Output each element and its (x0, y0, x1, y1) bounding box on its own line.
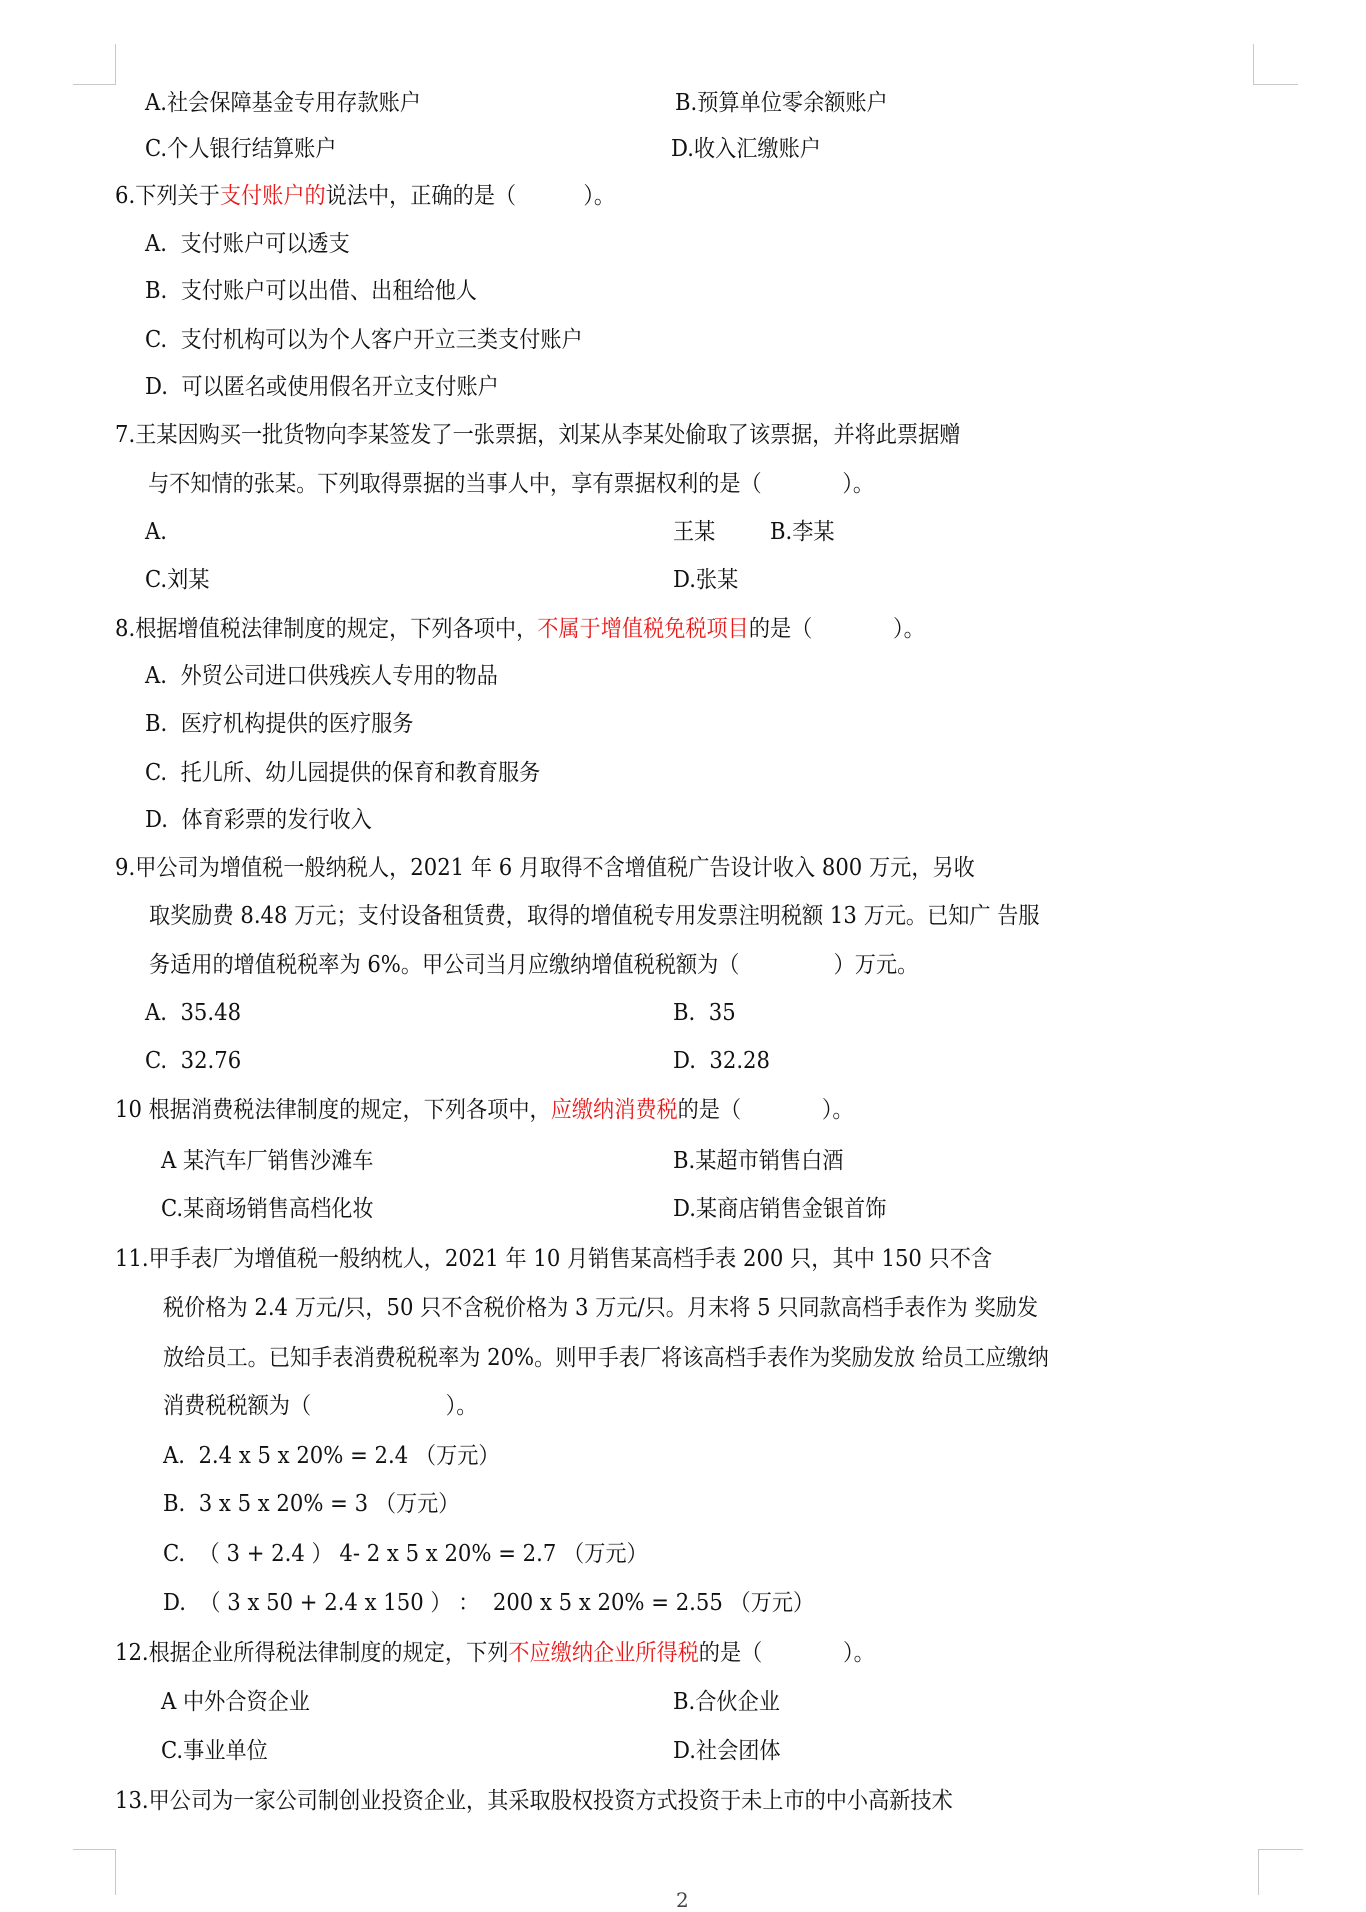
q12-option-c: C.事业单位 (161, 1738, 268, 1764)
q12-stem (115, 1639, 875, 1667)
q7-option-c: C.刘某 (145, 567, 210, 593)
q10-option-d: D.某商店销售金银首饰 (673, 1196, 887, 1222)
q12-option-b: B.合伙企业 (673, 1689, 780, 1715)
q11-option-a: A. 2.4 x 5 x 20% = 2.4 （万元） (163, 1443, 500, 1469)
q11-stem-line3: 放给员工。已知手表消费税税率为 20%。则甲手表厂将该高档手表作为奖励发放 给员工应缴纳 (163, 1345, 1049, 1371)
q5-option-b: B.预算单位零余额账户 (675, 90, 888, 116)
q6-stem-suffix: 说法中，正确的是（ ）。 (325, 183, 616, 209)
q9-stem-line2: 取奖励费 8.48 万元；支付设备租赁费，取得的增值税专用发票注明税额 13 万元。已知广 告服 (149, 903, 1040, 929)
q11-stem-line4: 消费税税额为（ ）。 (163, 1393, 478, 1419)
q7-option-d: D.张某 (673, 567, 739, 593)
q5-option-d: D.收入汇缴账户 (671, 136, 821, 162)
q9-option-b: B. 35 (673, 1000, 736, 1026)
q6-option-b: B. 支付账户可以出借、出租给他人 (145, 278, 477, 304)
q6-stem-highlight: 支付账户的 (219, 183, 326, 209)
corner-mark-top-left (73, 44, 116, 85)
q10-stem-highlight: 应缴纳消费税 (550, 1097, 678, 1123)
q8-option-b: B. 医疗机构提供的医疗服务 (145, 711, 414, 737)
q10-option-b: B.某超市销售白酒 (673, 1148, 844, 1174)
q8-stem-highlight: 不属于增值税免税项目 (537, 616, 749, 642)
q7-stem-line1: 7.王某因购买一批货物向李某签发了一张票据，刘某从李某处偷取了该票据，并将此票据赠 (115, 422, 961, 448)
q9-option-a: A. 35.48 (145, 1000, 242, 1026)
q9-option-d: D. 32.28 (673, 1048, 770, 1074)
page-number: 2 (676, 1888, 689, 1912)
q12-option-d: D.社会团体 (673, 1738, 781, 1764)
q11-option-b: B. 3 x 5 x 20% = 3 （万元） (163, 1491, 460, 1517)
q11-option-d: D. （ 3 x 50 + 2.4 x 150 ） ： 200 x 5 x 20% = 2.55 （万元） (163, 1590, 815, 1616)
q6-stem (115, 182, 615, 210)
q7-option-a-text: 王某 (673, 519, 716, 545)
q8-stem-prefix: 8.根据增值税法律制度的规定，下列各项中， (115, 616, 538, 642)
q10-option-a: A 某汽车厂销售沙滩车 (161, 1148, 374, 1174)
q7-stem-line2: 与不知情的张某。下列取得票据的当事人中，享有票据权利的是（ ）。 (148, 471, 875, 497)
q7-option-b: B.李某 (770, 519, 835, 545)
q12-stem-highlight: 不应缴纳企业所得税 (508, 1640, 699, 1666)
q8-option-a: A. 外贸公司进口供残疾人专用的物品 (145, 663, 498, 689)
q10-stem-prefix: 10 根据消费税法律制度的规定，下列各项中， (115, 1097, 551, 1123)
q5-option-c: C.个人银行结算账户 (145, 136, 337, 162)
q10-stem (115, 1096, 854, 1124)
q9-stem-line3: 务适用的增值税税率为 6%。甲公司当月应缴纳增值税税额为（ ）万元。 (149, 952, 919, 978)
q8-option-c: C. 托儿所、幼儿园提供的保育和教育服务 (145, 760, 541, 786)
q8-option-d: D. 体育彩票的发行收入 (145, 807, 372, 833)
q8-stem (115, 615, 925, 643)
q9-stem-line1: 9.甲公司为增值税一般纳税人，2021 年 6 月取得不含增值税广告设计收入 800 万元，另收 (115, 855, 975, 881)
q8-stem-suffix: 的是（ ）。 (748, 616, 925, 642)
q10-stem-suffix: 的是（ ）。 (677, 1097, 854, 1123)
q11-stem-line1: 11.甲手表厂为增值税一般纳枕人，2021 年 10 月销售某高档手表 200 只，其中 150 只不含 (115, 1246, 993, 1272)
q6-option-c: C. 支付机构可以为个人客户开立三类支付账户 (145, 327, 583, 353)
q9-option-c: C. 32.76 (145, 1048, 242, 1074)
q5-option-a: A.社会保障基金专用存款账户 (145, 90, 421, 116)
corner-mark-bottom-right (1258, 1849, 1303, 1895)
q11-stem-line2: 税价格为 2.4 万元/只，50 只不含税价格为 3 万元/只。月末将 5 只同款高档手表作为 奖励发 (163, 1295, 1039, 1321)
corner-mark-top-right (1253, 44, 1298, 85)
q6-option-d: D. 可以匿名或使用假名开立支付账户 (145, 374, 499, 400)
q12-option-a: A 中外合资企业 (161, 1689, 310, 1715)
q10-option-c: C.某商场销售高档化妆 (161, 1196, 374, 1222)
q6-stem-prefix: 6.下列关于 (115, 183, 220, 209)
q6-option-a: A. 支付账户可以透支 (145, 231, 350, 257)
q7-option-a-label: A. (145, 519, 168, 545)
q11-option-c: C. （ 3 + 2.4 ） 4- 2 x 5 x 20% = 2.7 （万元） (163, 1541, 648, 1567)
corner-mark-bottom-left (73, 1849, 116, 1895)
q12-stem-suffix: 的是（ ）。 (698, 1640, 875, 1666)
q12-stem-prefix: 12.根据企业所得税法律制度的规定，下列 (115, 1640, 509, 1666)
q13-stem-line1: 13.甲公司为一家公司制创业投资企业，其采取股权投资方式投资于未上市的中小高新技术 (115, 1788, 953, 1814)
